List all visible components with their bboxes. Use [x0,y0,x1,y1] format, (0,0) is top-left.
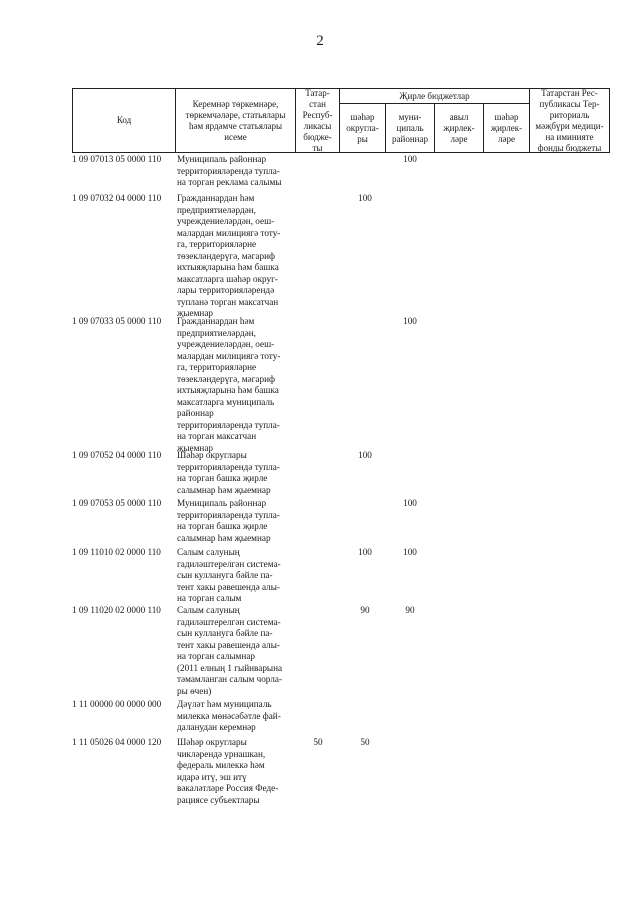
row-name-line: га, территорияләрне [177,362,257,372]
row-name-line: төзекләндерүгә, мәгариф [177,373,275,384]
row-name-line: максатларга муниципаль [177,396,275,407]
row-municipal-value: 90 [405,605,415,615]
row-name-line: тәмамланган салым чорла- [177,674,283,684]
row-name-line: территорияләрендә тупла- [177,165,280,176]
row-name-line: Салым салуның [177,547,240,557]
row-name-line: на торган башка җирле [177,521,268,531]
row-name-line: районнар [177,408,214,418]
row-name-line: максатларга шәһәр округ- [177,273,278,284]
row-name-line: төзекләндерүгә, мәгариф [177,250,275,261]
row-municipal-value: 100 [403,498,417,508]
row-name-line: (2011 елның 1 гыйнварына [177,662,283,673]
row-name-line: тент хакы рәвешендә алы- [177,639,280,650]
row-code: 1 09 07032 04 0000 110 [72,193,162,203]
row-name-line: предприятиеләрдән, [177,204,256,215]
row-name [177,450,292,496]
row-city-value: 100 [358,193,372,203]
row-name [177,498,292,544]
row-name-line: га, территорияләрне [177,239,257,249]
row-name-line: на торган башка җирле [177,473,268,483]
header-code: Код [72,88,176,153]
row-city-value: 100 [358,450,372,460]
row-code: 1 11 05026 04 0000 120 [72,737,162,747]
row-name [177,605,292,697]
header-rural-settlements: авыл җирлек-ләре [434,103,484,153]
row-name-line: тент хакы рәвешендә алы- [177,581,280,592]
row-name-line: җыемнар [177,442,214,453]
row-name-line: салымнар һәм җыемнар [177,532,271,543]
row-code: 1 09 07013 05 0000 110 [72,154,162,164]
row-code: 1 09 07052 04 0000 110 [72,450,162,460]
row-name-line: территорияләрендә тупла- [177,461,280,472]
row-name-line: территорияләрендә тупла- [177,419,280,430]
row-name [177,316,292,454]
header-municipal-districts: муни-ципаль районнар [385,103,435,153]
row-name-line: малардан милициягә тоту- [177,350,281,361]
row-name-line: гадиләштерелгән системa- [177,616,281,627]
row-name-line: Дәүләт һәм муниципаль [177,699,272,709]
header-city-districts: шәһәр округла-ры [339,103,386,153]
row-city-value: 90 [360,605,370,615]
header-local-budgets: Җирле бюджетлар [339,88,530,104]
row-name-line: вәкаләтләре Россия Феде- [177,783,279,793]
row-name-line: Шәһәр округлары [177,737,247,747]
row-name-line: лары территорияләрендә [177,285,275,295]
row-city-value: 50 [360,737,370,747]
row-name-line: Муниципаль районнар [177,154,267,164]
row-code: 1 09 11010 02 0000 110 [72,547,161,557]
header-republic: Татар-стан Респуб-ликасы бюдже-ты [295,88,340,153]
row-name-line: милеккә мөнәсәбәтле фай- [177,710,281,721]
row-name-line: салымнар һәм җыемнар [177,484,271,495]
row-name-line: ры өчен) [177,685,212,696]
row-name-line: тупланә торган максатчан [177,296,279,307]
row-code: 1 09 07053 05 0000 110 [72,498,162,508]
row-name-line: җыемнар [177,308,214,318]
row-name-line: учреждениеләрдән, оеш- [177,216,275,226]
row-name-line: сын куллануга бәйле па- [177,570,273,580]
row-name-line: ихтыяҗларына һәм башка [177,385,279,395]
row-name [177,154,292,189]
row-name [177,737,292,806]
header-medical-fund: Татарстан Рес-публикасы Тер-риториаль мәҗбүри медици-на иминияте фонды бюджеты [529,88,610,153]
row-name-line: на торган максатчан [177,431,257,441]
row-name-line: на торган реклама салымы [177,177,282,187]
row-name-line: Гражданнардан һәм [177,316,255,326]
row-municipal-value: 100 [403,316,417,326]
row-municipal-value: 100 [403,547,417,557]
row-name-line: федераль милеккә һәм [177,760,265,770]
row-name-line: малардан милициягә тоту- [177,227,281,238]
row-name [177,699,292,734]
row-name-line: рациясе субъектлары [177,794,260,805]
row-name [177,547,292,605]
row-name-line: даланудан керемнәр [177,722,256,732]
row-name-line: Гражданнардан һәм [177,193,255,203]
row-name-line: сын куллануга бәйле па- [177,628,273,638]
row-name-line: Шәһәр округлары [177,450,247,460]
row-name-line: предприятиеләрдән, [177,327,256,338]
row-name-line: чикләрендә урнашкан, [177,748,266,759]
row-name-line: учреждениеләрдән, оеш- [177,339,275,349]
header-name: Керемнәр төркемнәре, төркемчәләре, статьялары һәм ярдәмче статьялары исеме [175,88,296,153]
page-number: 2 [316,33,324,49]
row-name [177,193,292,320]
row-name-line: на торган салымнар [177,651,255,661]
row-republic-value: 50 [313,737,323,747]
row-name-line: идарә итү, эш итү [177,771,247,782]
row-code: 1 09 11020 02 0000 110 [72,605,161,615]
row-name-line: Салым салуның [177,605,240,615]
row-code: 1 09 07033 05 0000 110 [72,316,162,326]
row-name-line: на торган салым [177,593,242,603]
row-name-line: ихтыяҗларына һәм башка [177,262,279,272]
row-name-line: гадиләштерелгән системa- [177,558,281,569]
row-name-line: Муниципаль районнар [177,498,267,508]
header-urban-settlements: шәһәр җирлек-ләре [483,103,530,153]
row-name-line: территорияләрендә тупла- [177,509,280,520]
row-municipal-value: 100 [403,154,417,164]
row-code: 1 11 00000 00 0000 000 [72,699,162,709]
row-city-value: 100 [358,547,372,557]
